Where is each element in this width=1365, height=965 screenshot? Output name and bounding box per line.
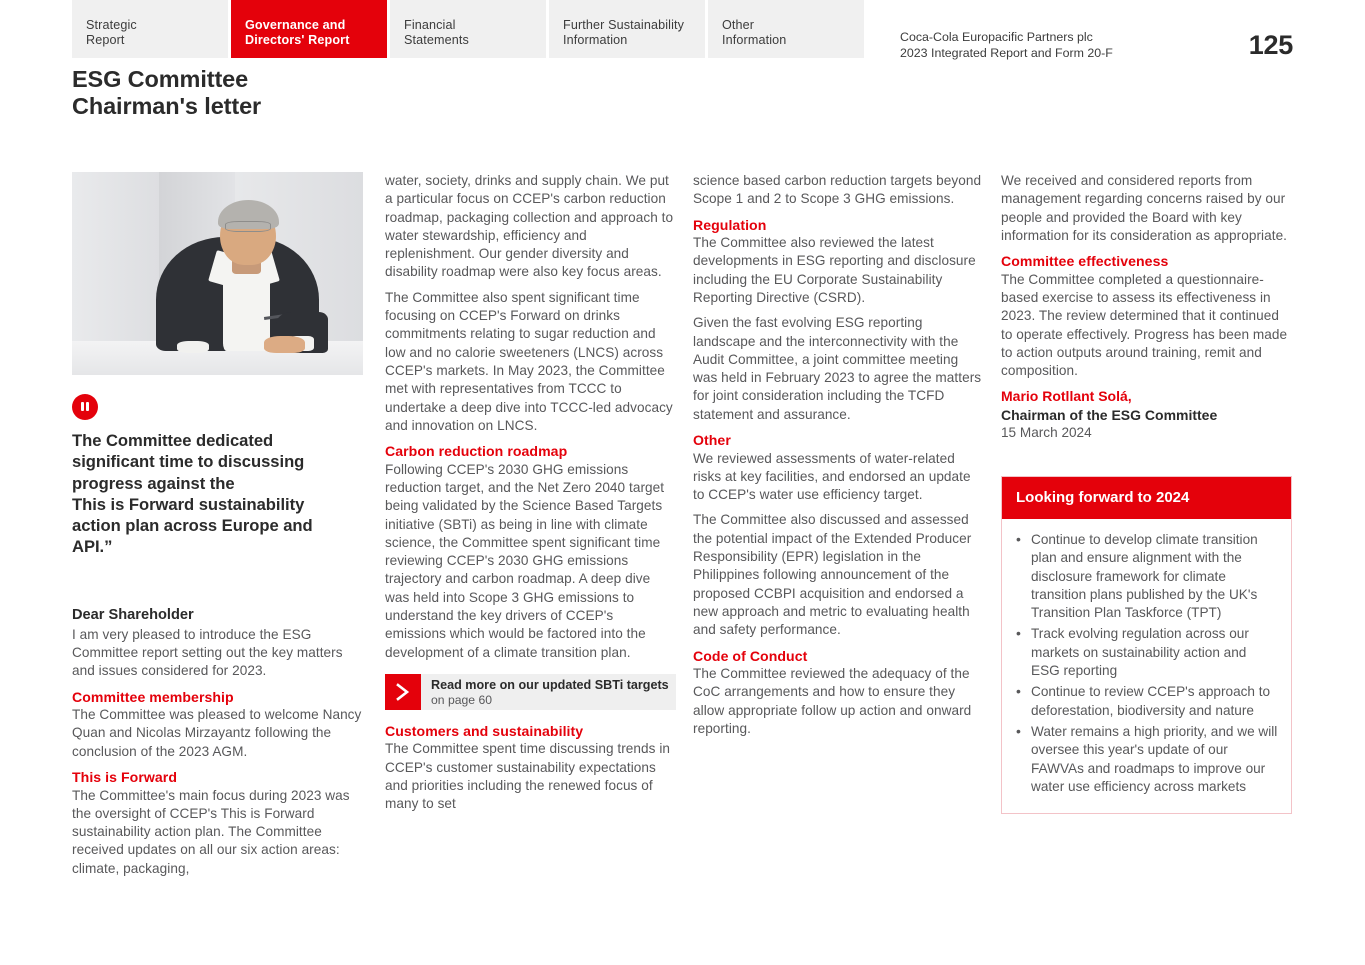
pull-quote-line2: significant time to discussing (72, 452, 305, 472)
list-item: • Water remains a high priority, and we will oversee this year's update of our FAWVAs and roadmaps to improve our water use efficiency across markets (1012, 723, 1278, 796)
col4-paragraph-1: We received and considered reports from management regarding concerns raised by our people and provided the Board with key information for its consideration as appropriate. (1001, 173, 1288, 243)
list-item: • Continue to develop climate transition plan and ensure alignment with the disclosure framework for climate transition plans published by the UK's Transition Plan Taskforce (TPT) (1012, 531, 1278, 622)
page-title-line1: ESG Committee (72, 66, 249, 92)
committee-effectiveness-body: The Committee completed a questionnaire-based exercise to assess its effectiveness in 2023. The review determined that it continued to operate effectively. Progress has been made to action outputs around training, remit and composition. (1001, 271, 1288, 379)
nav-tab-label-line2: Information (563, 33, 628, 47)
regulation-body-1: The Committee also reviewed the latest developments in ESG reporting and disclosure including the EU Corporate Sustainability Reporting Directive (CSRD). (693, 235, 976, 305)
signature-role: Chairman of the ESG Committee (1001, 406, 1218, 423)
read-more-title: Read more on our updated SBTi targets (431, 677, 669, 692)
carbon-reduction-roadmap-body: Following CCEP's 2030 GHG emissions reduction target, and the Net Zero 2040 target being validated by the Science Based Targets initiative (SBTi) as being in line with climate science, the Committee spent significant time reviewing CCEP's 2030 GHG emissions trajectory and carbon roadmap. A deep dive was held into Scope 3 GHG emissions to understand the key drivers of CCEP's emissions which would be factored into the development of a climate transition plan. (385, 461, 665, 660)
customers-and-sustainability-body: The Committee spent time discussing trends in CCEP's customer sustainability expectations and priorities including the renewed focus of many to set (385, 741, 671, 812)
chairman-portrait-photo (72, 172, 363, 375)
code-of-conduct-body: The Committee reviewed the adequacy of the CoC arrangements and how to ensure they allow appropriate follow up action and onward reporting. (693, 666, 972, 736)
nav-tab-strategic-report[interactable] (72, 0, 228, 58)
document-reference-title: 2023 Integrated Report and Form 20-F (900, 46, 1113, 60)
regulation-body-2: Given the fast evolving ESG reporting landscape and the interconnectivity with the Audit Committee, a joint committee meeting was held in February 2023 to agree the matters for joint consideration including the TCFD statement and assurance. (693, 315, 982, 422)
looking-forward-box (1001, 476, 1292, 814)
pull-quote-line4: This is Forward sustainability (72, 494, 305, 514)
signature-name: Mario Rotllant Solá, (1001, 388, 1132, 405)
nav-tab-label-line2: Statements (404, 33, 469, 47)
pull-quote-line5: action plan across Europe and (72, 516, 313, 536)
page-number: 125 (1248, 30, 1293, 60)
list-item: • Track evolving regulation across our markets on sustainability action and ESG reporting (1012, 625, 1278, 680)
customers-and-sustainability-heading: Customers and sustainability (385, 722, 584, 739)
chevron-right-icon (385, 674, 421, 710)
glasses-icon (225, 221, 272, 232)
other-body-1: We reviewed assessments of water-related risks at key facilities, and endorsed an update to CCEP's water use efficiency target. (693, 450, 971, 503)
page-title-line2: Chairman's letter (72, 93, 262, 119)
pull-quote (72, 430, 363, 558)
dear-shareholder-block (72, 606, 363, 878)
other-body-2: The Committee also discussed and assessed the potential impact of the Extended Producer Responsibility (EPR) legislation in the Philippines following announcement of the proposed CCBPI acquisition and endorsed a new approach and metric to evaluating health and safety performance. (693, 512, 972, 638)
document-reference (900, 29, 1113, 61)
content-column-1 (72, 172, 363, 885)
dear-shareholder-body: I am very pleased to introduce the ESG Committee report setting out the key matters and issues considered for 2023. (72, 626, 343, 679)
nav-tab-label-line2: Directors' Report (245, 33, 350, 47)
nav-tab-label-line2: Report (86, 33, 125, 47)
col2-paragraph-2: The Committee also spent significant time focusing on CCEP's Forward on drinks commitments relating to sugar reduction and low and no calorie sweeteners (LNCS) across CCEP's markets. In May 2023, the Committee met with representatives from TCCC to undertake a deep dive into TCCC-led advocacy and innovation on LNCS. (385, 289, 673, 433)
read-more-page-reference: on page 60 (431, 692, 492, 707)
read-more-sbti-link[interactable] (385, 674, 676, 710)
quote-mark-icon (72, 394, 98, 420)
col2-paragraph-1: water, society, drinks and supply chain. We put a particular focus on CCEP's carbon reduction roadmap, packaging collection and approach to water stewardship, efficiency and replenishment. Our gender diversity and disability roadmap were also key focus areas. (385, 173, 674, 280)
committee-effectiveness-heading: Committee effectiveness (1001, 253, 1169, 270)
committee-membership-body: The Committee was pleased to welcome Nancy Quan and Nicolas Mirzayantz following the conclusion of the 2023 AGM. (72, 707, 362, 759)
content-column-3 (693, 172, 984, 745)
col3-paragraph-1: science based carbon reduction targets beyond Scope 1 and 2 to Scope 3 GHG emissions. (693, 173, 982, 207)
other-heading: Other (693, 432, 731, 449)
read-more-text (421, 674, 676, 710)
nav-tab-financial-statements[interactable] (390, 0, 546, 58)
nav-tab-governance-and-directors-report[interactable] (231, 0, 387, 58)
content-column-4 (1001, 172, 1292, 814)
nav-tab-label-line1: Further Sustainability (563, 18, 685, 32)
content-column-2 (385, 172, 676, 821)
photo-hand-right (264, 336, 305, 352)
nav-tab-other-information[interactable] (708, 0, 864, 58)
nav-tab-label-line1: Strategic (86, 18, 137, 32)
pull-quote-line3: progress against the (72, 473, 235, 493)
carbon-reduction-roadmap-heading: Carbon reduction roadmap (385, 443, 568, 460)
committee-membership-heading: Committee membership (72, 688, 234, 705)
looking-forward-heading: Looking forward to 2024 (1002, 477, 1291, 519)
pull-quote-line1: The Committee dedicated (72, 431, 274, 450)
this-is-forward-body: The Committee's main focus during 2023 was the oversight of CCEP's This is Forward sustainability action plan. The Committee received updates on all our six action areas: climate, packaging, (72, 787, 350, 876)
regulation-heading: Regulation (693, 216, 767, 233)
nav-tab-label-line1: Governance and (245, 18, 346, 32)
nav-tab-label-line1: Other (722, 18, 755, 32)
pull-quote-line6: API.” (72, 537, 113, 557)
code-of-conduct-heading: Code of Conduct (693, 647, 808, 664)
signature-block (1001, 387, 1292, 443)
photo-hand-left (177, 341, 209, 353)
looking-forward-body (1002, 519, 1291, 813)
nav-tab-label-line1: Financial (404, 18, 456, 32)
looking-forward-list (1012, 531, 1278, 796)
dear-shareholder-heading: Dear Shareholder (72, 606, 194, 623)
document-reference-company: Coca-Cola Europacific Partners plc (900, 30, 1093, 44)
list-item: • Continue to review CCEP's approach to deforestation, biodiversity and nature (1012, 683, 1278, 720)
section-nav (72, 0, 867, 58)
nav-tab-further-sustainability-information[interactable] (549, 0, 705, 58)
signature-date: 15 March 2024 (1001, 425, 1092, 441)
page-title (72, 66, 261, 120)
nav-tab-label-line2: Information (722, 33, 787, 47)
this-is-forward-heading: This is Forward (72, 769, 178, 786)
